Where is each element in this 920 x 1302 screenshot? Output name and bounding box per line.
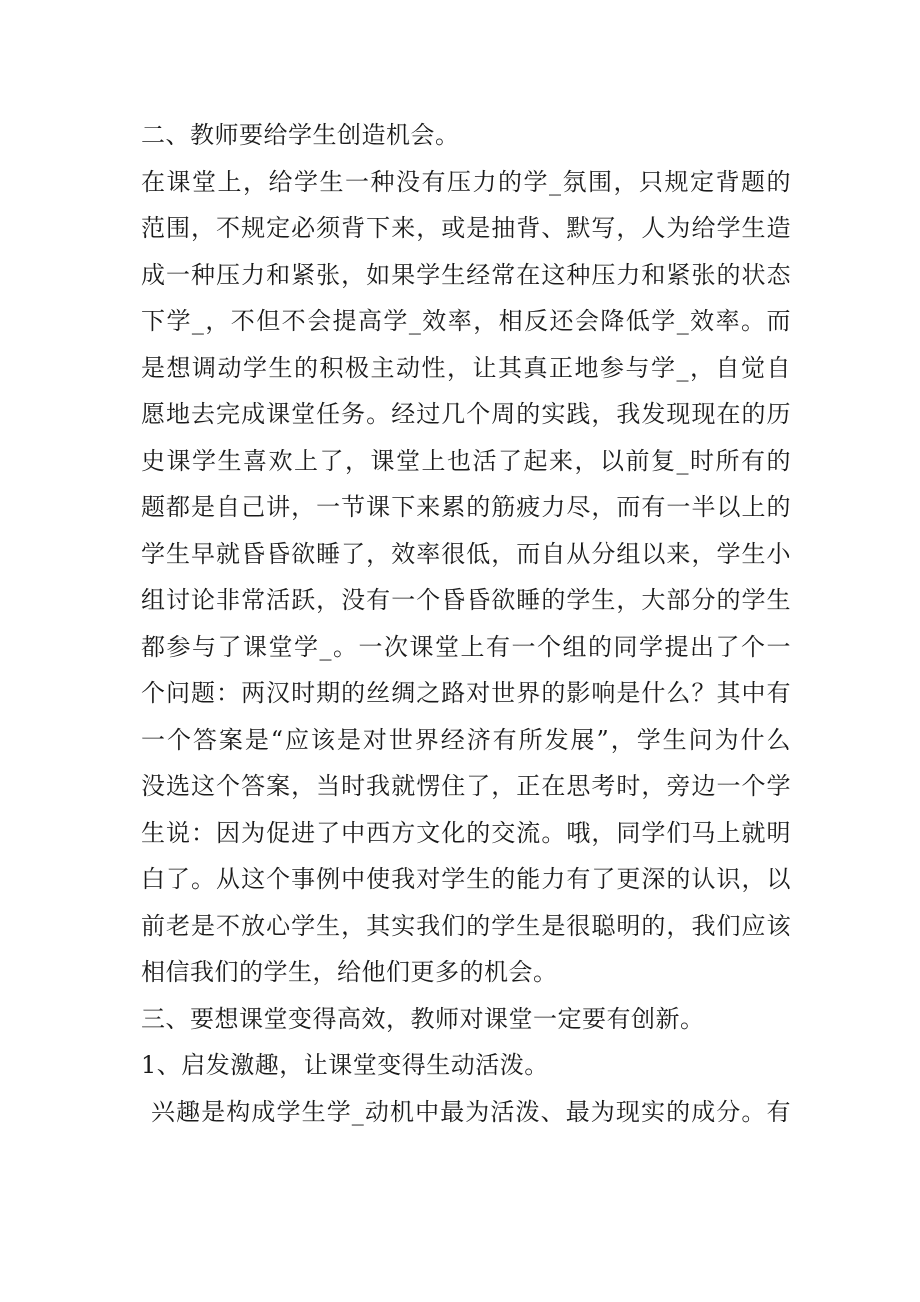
body-text [141, 112, 791, 1135]
paragraph-line: 学生早就昏昏欲睡了，效率很低，而自从分组以来，学生小 [141, 539, 791, 568]
paragraph-line: 个问题：两汉时期的丝绸之路对世界的影响是什么？其中有 [141, 679, 791, 707]
heading-section-3: 三、要想课堂变得高效，教师对课堂一定要有创新。 [141, 1004, 705, 1033]
paragraph-line: 一个答案是“应该是对世界经济有所发展”，学生问为什么 [141, 725, 791, 754]
paragraph-line: 题都是自己讲，一节课下来累的筋疲力尽，而有一半以上的 [141, 493, 791, 521]
paragraph-line: 兴趣是构成学生学_动机中最为活泼、最为现实的成分。有 [151, 1097, 791, 1126]
paragraph-line: 都参与了课堂学_。一次课堂上有一个组的同学提出了个一 [141, 632, 791, 661]
heading-section-2: 二、教师要给学生创造机会。 [141, 121, 460, 149]
paragraph-line: 生说：因为促进了中西方文化的交流。哦，同学们马上就明 [141, 818, 791, 847]
paragraph-line: 前老是不放心学生，其实我们的学生是很聪明的，我们应该 [141, 911, 791, 940]
subheading-1: 1、启发激趣，让课堂变得生动活泼。 [141, 1051, 549, 1079]
paragraph-line: 成一种压力和紧张，如果学生经常在这种压力和紧张的状态 [141, 260, 791, 289]
paragraph-line: 史课学生喜欢上了，课堂上也活了起来，以前复_时所有的 [141, 446, 791, 475]
paragraph-line-end: 相信我们的学生，给他们更多的机会。 [141, 958, 558, 986]
paragraph-line: 范围，不规定必须背下来，或是抽背、默写，人为给学生造 [141, 214, 791, 242]
paragraph-line: 愿地去完成课堂任务。经过几个周的实践，我发现现在的历 [141, 400, 791, 428]
paragraph-line: 是想调动学生的积极主动性，让其真正地参与学_，自觉自 [141, 353, 791, 382]
paragraph-line: 白了。从这个事例中使我对学生的能力有了更深的认识，以 [141, 865, 791, 893]
paragraph-line: 组讨论非常活跃，没有一个昏昏欲睡的学生，大部分的学生 [141, 586, 791, 614]
paragraph-line: 在课堂上，给学生一种没有压力的学_氛围，只规定背题的 [141, 167, 791, 196]
paragraph-line: 没选这个答案，当时我就愣住了，正在思考时，旁边一个学 [141, 772, 791, 800]
paragraph-line: 下学_，不但不会提高学_效率，相反还会降低学_效率。而 [141, 307, 791, 335]
